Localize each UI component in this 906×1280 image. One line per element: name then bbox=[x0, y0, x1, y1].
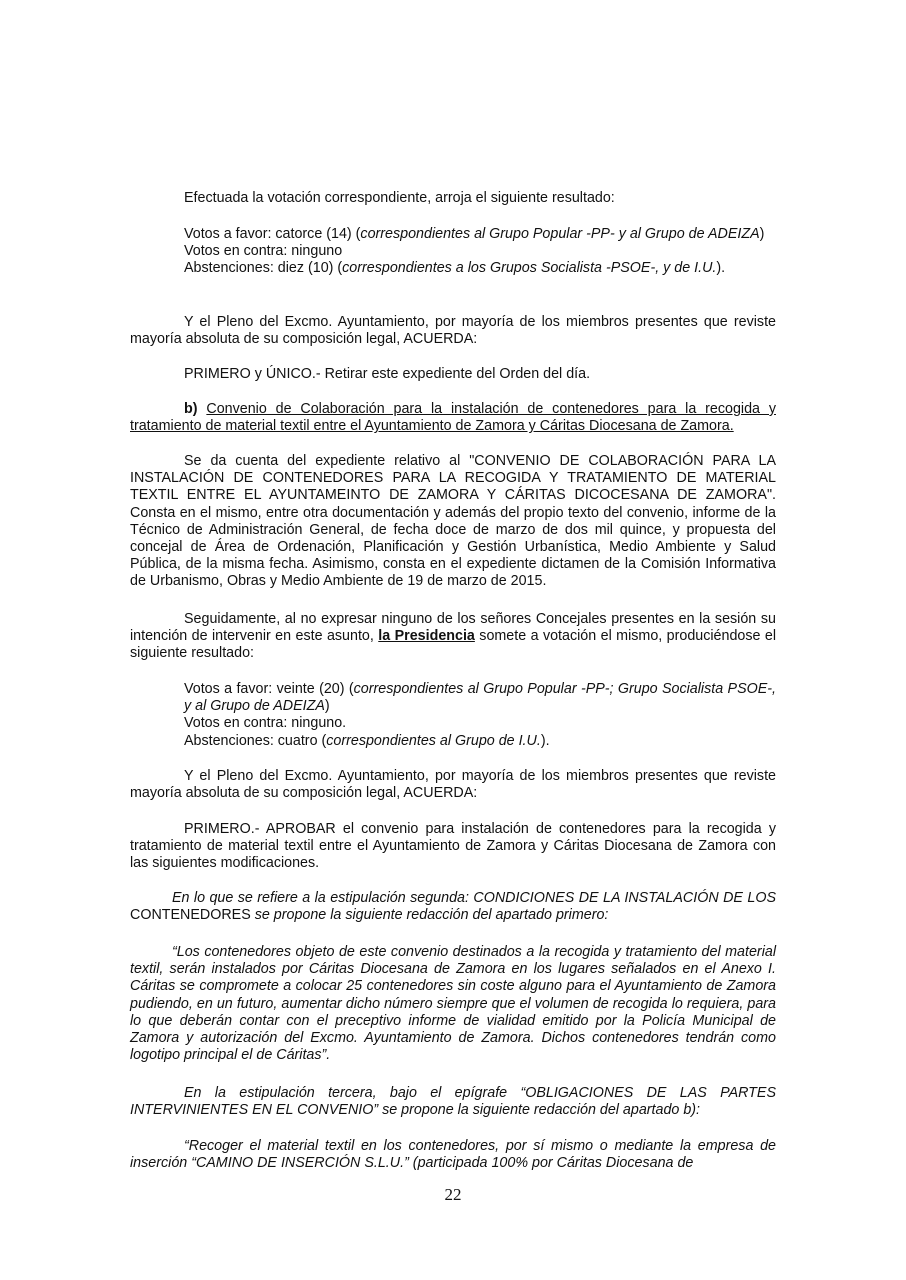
vote-result-block-1 bbox=[184, 226, 776, 278]
abstentions-close: ). bbox=[716, 260, 726, 277]
paragraph-estipulacion-segunda bbox=[130, 890, 776, 924]
estipulacion-segunda-contenedores: CONTENEDORES bbox=[130, 907, 251, 924]
abstentions-2-text: Abstenciones: cuatro ( bbox=[184, 732, 327, 749]
seguidamente-text: Seguidamente, al no expresar ninguno de los señores Concejales presentes en la sesión su intención de intervenir en este asunto, bbox=[130, 611, 776, 645]
votes-in-favor-close: ) bbox=[759, 226, 765, 242]
abstentions-2-close: ). bbox=[540, 732, 550, 749]
section-heading-b bbox=[130, 401, 776, 435]
paragraph-vote-intro: Efectuada la votación correspondiente, arroja el siguiente resultado: bbox=[184, 190, 615, 206]
votes-in-favor-2-groups: correspondientes al Grupo Popular -PP-; Grupo Socialista PSOE-, y al Grupo de ADEIZA bbox=[184, 681, 776, 715]
section-label: b) bbox=[184, 401, 198, 417]
estipulacion-segunda-text: En lo que se refiere a la estipulación segunda: CONDICIONES DE LA INSTALACIÓN DE LOS bbox=[172, 890, 776, 906]
paragraph-seguidamente bbox=[130, 611, 776, 663]
votes-in-favor bbox=[184, 226, 776, 243]
votes-against-2: Votos en contra: ninguno. bbox=[184, 715, 347, 732]
votes-in-favor-groups: correspondientes al Grupo Popular -PP- y al Grupo de ADEIZA bbox=[360, 226, 760, 242]
paragraph-pleno-acuerda-2: Y el Pleno del Excmo. Ayuntamiento, por mayoría de los miembros presentes que reviste mayoría absoluta de su composición legal, ACUERDA: bbox=[130, 768, 776, 802]
votes-in-favor-2 bbox=[184, 681, 776, 715]
section-title: Convenio de Colaboración para la instalación de contenedores para la recogida y tratamiento de material textil entre el Ayuntamiento de Zamora y Cáritas Diocesana de Zamora. bbox=[130, 401, 776, 435]
paragraph-expediente: Se da cuenta del expediente relativo al "CONVENIO DE COLABORACIÓN PARA LA INSTALACIÓN DE CONTENEDORES PARA LA RECOGIDA Y TRATAMIENTO DE MATERIAL TEXTIL ENTRE EL AYUNTAMEINTO DE ZAMORA Y CÁRITAS DICOCESANA DE ZAMORA". Consta en el mismo, entre otra documentación y además del propio texto del convenio, informe de la Técnico de Administración General, de fecha doce de marzo de dos mil quince, y propuesta del concejal de Área de Ordenación, Planificación y Gestión Urbanística, Medio Ambiente y Salud Pública, de la misma fecha. Asimismo, consta en el expediente dictamen de la Comisión Informativa de Urbanismo, Obras y Medio Ambiente de 19 de marzo de 2015. bbox=[130, 453, 776, 590]
abstentions-2 bbox=[184, 733, 776, 750]
votes-in-favor-2-text: Votos a favor: veinte (20) ( bbox=[184, 681, 354, 697]
abstentions-groups: correspondientes a los Grupos Socialista -PSOE-, y de I.U. bbox=[342, 260, 717, 277]
seguidamente-text-end: somete a votación el mismo, produciéndose el siguiente resultado: bbox=[130, 628, 776, 662]
abstentions-text: Abstenciones: diez (10) ( bbox=[184, 260, 343, 277]
votes-in-favor-2-close: ) bbox=[324, 698, 330, 715]
abstentions-2-groups: correspondientes al Grupo de I.U. bbox=[326, 732, 541, 749]
paragraph-primero-aprobar: PRIMERO.- APROBAR el convenio para instalación de contenedores para la recogida y tratamiento de material textil entre el Ayuntamiento de Zamora y Cáritas Diocesana de Zamora con las siguientes modificaciones. bbox=[130, 821, 776, 872]
vote-result-block-2 bbox=[184, 681, 776, 750]
paragraph-quote-contenedores: “Los contenedores objeto de este convenio destinados a la recogida y tratamiento del material textil, serán instalados por Cáritas Diocesana de Zamora en los lugares señalados en el Anexo I. Cáritas se compromete a colocar 25 contenedores sin coste alguno para el Ayuntamiento de Zamora pudiendo, en un futuro, aumentar dicho número siempre que el volumen de recogida lo requiera, para lo que deberán contar con el preceptivo informe de vialidad emitido por la Policía Municipal de Zamora y autorización del Excmo. Ayuntamiento de Zamora. Dichos contenedores tendrán como logotipo principal el de Cáritas”. bbox=[130, 944, 776, 1064]
votes-against: Votos en contra: ninguno bbox=[184, 243, 343, 260]
page-number: 22 bbox=[444, 1185, 462, 1204]
paragraph-primero-unico: PRIMERO y ÚNICO.- Retirar este expediente del Orden del día. bbox=[184, 366, 591, 382]
estipulacion-segunda-text-end: se propone la siguiente redacción del apartado primero: bbox=[250, 907, 609, 924]
abstentions bbox=[184, 260, 776, 277]
votes-in-favor-text: Votos a favor: catorce (14) ( bbox=[184, 226, 361, 242]
paragraph-pleno-acuerda-1: Y el Pleno del Excmo. Ayuntamiento, por mayoría de los miembros presentes que reviste mayoría absoluta de su composición legal, ACUERDA: bbox=[130, 314, 776, 348]
paragraph-quote-recoger: “Recoger el material textil en los contenedores, por sí mismo o mediante la empresa de inserción “CAMINO DE INSERCIÓN S.L.U.” (participada 100% por Cáritas Diocesana de bbox=[130, 1138, 776, 1172]
presidencia-emphasis: la Presidencia bbox=[378, 628, 475, 645]
paragraph-estipulacion-tercera: En la estipulación tercera, bajo el epígrafe “OBLIGACIONES DE LAS PARTES INTERVINIENTES EN EL CONVENIO” se propone la siguiente redacción del apartado b): bbox=[130, 1085, 776, 1119]
